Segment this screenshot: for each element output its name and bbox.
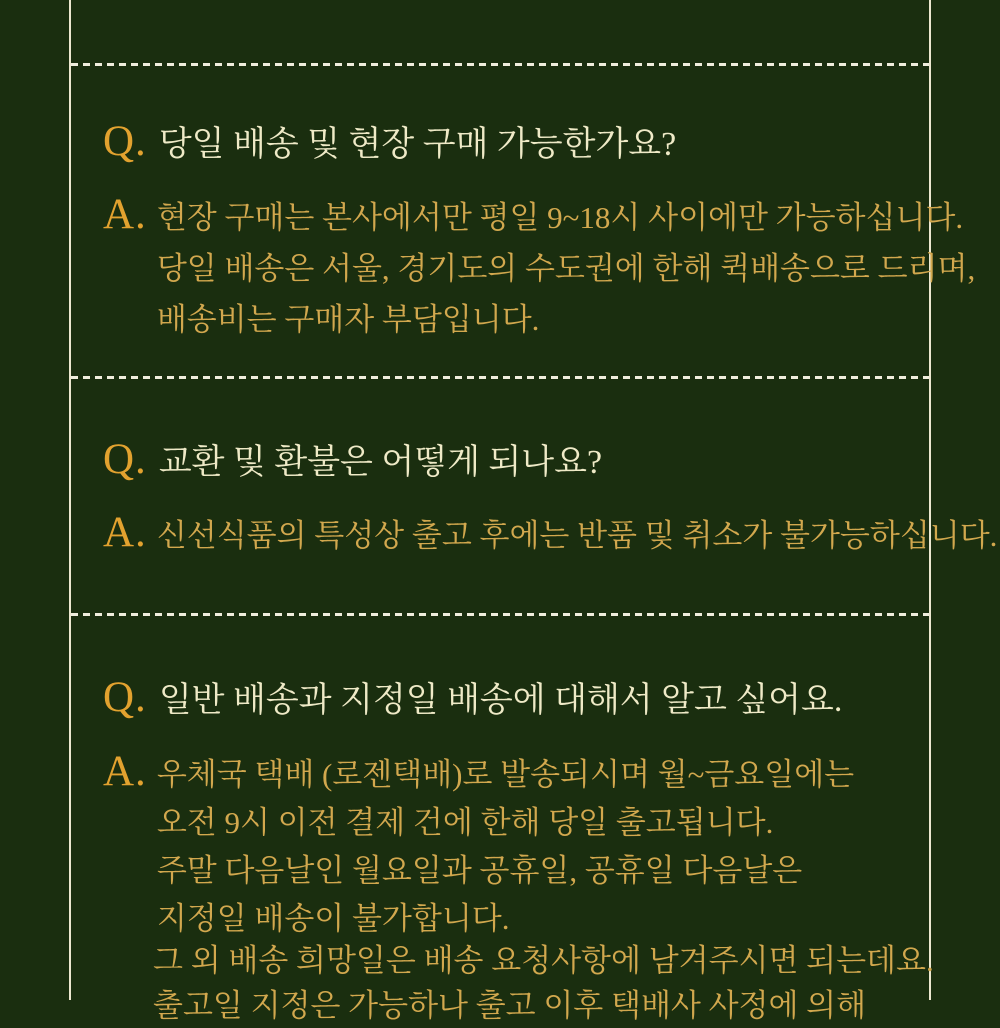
answer-extra-paragraph [153,938,934,1028]
answer-marker: A. [103,509,147,556]
answer-line: 주말 다음날인 월요일과 공휴일, 공휴일 다음날은 [156,853,803,888]
answer-line: 우체국 택배 (로젠택배)로 발송되시며 월~금요일에는 [156,757,855,792]
answer-marker: A. [103,748,147,795]
answer-text-block [157,751,854,943]
answer-line: 지정일 배송이 불가합니다. [156,901,510,936]
answer-line: 오전 9시 이전 결제 건에 한해 당일 출고됩니다. [156,805,774,840]
faq-answer-row [103,192,975,345]
answer-text-block [157,192,975,345]
faq-question-row [103,438,602,484]
answer-line: 현장 구매는 본사에서만 평일 9~18시 사이에만 가능하십니다. [156,200,964,235]
question-marker: Q. [103,436,147,483]
content-left-border [69,0,71,1000]
answer-line: 당일 배송은 서울, 경기도의 수도권에 한해 퀵배송으로 드리며, [156,251,976,286]
faq-answer-row [103,750,854,943]
dashed-divider [71,63,929,66]
faq-question-row [103,676,842,722]
answer-line: 배송비는 구매자 부담입니다. [156,302,540,337]
faq-question-row [103,120,676,166]
dashed-divider [71,376,929,379]
question-marker: Q. [103,118,147,165]
answer-line: 출고일 지정은 가능하나 출고 이후 택배사 사정에 의해 [153,988,867,1023]
faq-answer-row [103,510,997,561]
dashed-divider [71,613,929,616]
answer-line: 신선식품의 특성상 출고 후에는 반품 및 취소가 불가능하십니다. [156,518,998,553]
question-text: 교환 및 환불은 어떻게 되나요? [158,444,603,481]
question-text: 당일 배송 및 현장 구매 가능한가요? [158,126,677,163]
answer-text-block [157,510,998,561]
answer-marker: A. [103,191,147,238]
answer-line: 그 외 배송 희망일은 배송 요청사항에 남겨주시면 되는데요. [153,943,934,978]
question-text: 일반 배송과 지정일 배송에 대해서 알고 싶어요. [158,682,843,719]
content-right-border [929,0,931,1000]
question-marker: Q. [103,674,147,721]
